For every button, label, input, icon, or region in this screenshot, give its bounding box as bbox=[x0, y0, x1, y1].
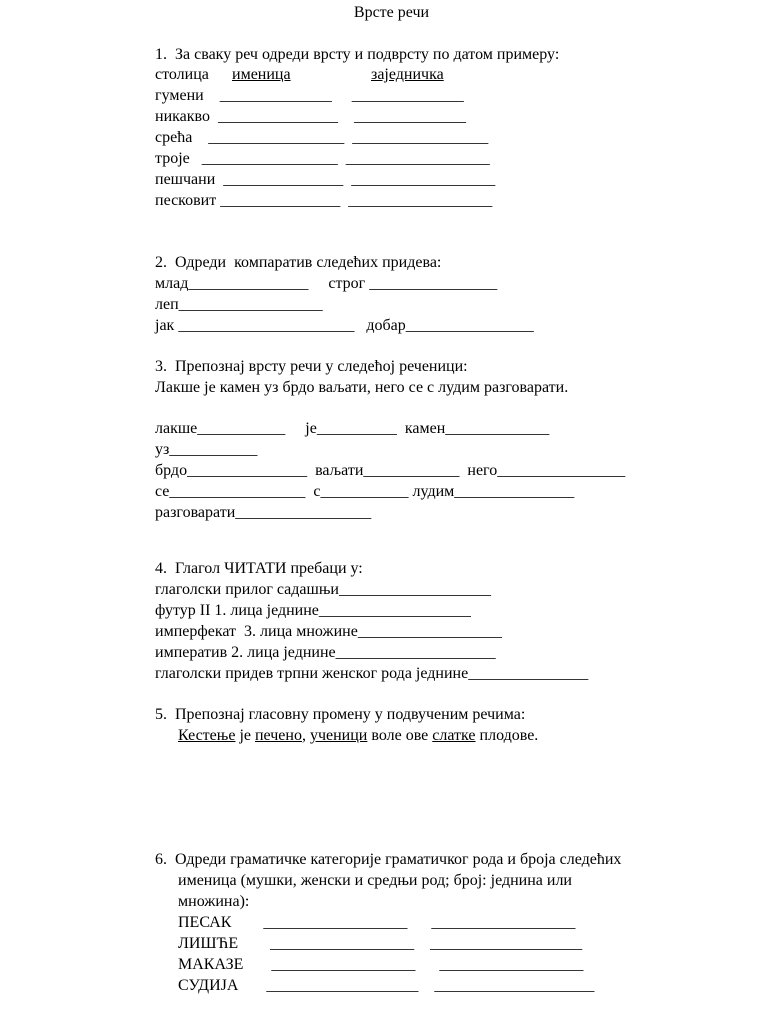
question-4-row: глаголски придев трпни женског рода једнине_______________ bbox=[155, 665, 589, 682]
question-1-row: пешчани _______________ __________________ bbox=[155, 171, 496, 188]
question-6-row: ПЕСАК __________________ __________________ bbox=[178, 914, 576, 931]
underlined-word: Кестење bbox=[178, 727, 236, 744]
question-3-heading: 3. Препознај врсту речи у следећој реченици: bbox=[155, 358, 468, 375]
underlined-word: слатке bbox=[432, 727, 476, 744]
question-6-row: МАКАЗЕ __________________ __________________ bbox=[178, 956, 584, 973]
question-2-heading: 2. Одреди компаратив следећих придева: bbox=[155, 254, 442, 271]
question-4-row: имперфекат 3. лица множине__________________ bbox=[155, 623, 502, 640]
question-1-row: троје _________________ __________________ bbox=[155, 150, 490, 167]
question-4-heading: 4. Глагол ЧИТАТИ пребаци у: bbox=[155, 560, 363, 577]
question-2-row: млад_______________ строг ________________ bbox=[155, 275, 498, 292]
question-1-row: никакво _______________ ______________ bbox=[155, 108, 466, 125]
question-5-heading: 5. Препознај гласовну промену у подвученим речима: bbox=[155, 706, 526, 723]
question-3-row: разговарати_________________ bbox=[155, 504, 372, 521]
question-2-row: леп__________________ bbox=[155, 296, 323, 313]
sentence-text: , bbox=[301, 727, 310, 744]
question-6-row: СУДИЈА ___________________ ____________________ bbox=[178, 977, 595, 994]
question-1-example-kind: именица bbox=[232, 66, 291, 83]
question-6-heading-line-2: именица (мушки, женски и средњи род; број: једнина или bbox=[178, 872, 572, 889]
question-1-example-word: столица bbox=[155, 66, 209, 83]
question-3-row: уз___________ bbox=[155, 441, 258, 458]
page-title: Врсте речи bbox=[353, 4, 430, 21]
question-1-row: песковит _______________ __________________ bbox=[155, 192, 493, 209]
question-1-row: срећа _________________ _________________ bbox=[155, 129, 489, 146]
question-5-sentence bbox=[178, 725, 538, 746]
question-2-row: јак ______________________ добар________________ bbox=[155, 317, 534, 334]
question-4-row: глаголски прилог садашњи___________________ bbox=[155, 581, 491, 598]
question-3-row: лакше___________ је__________ камен_____________ bbox=[155, 420, 550, 437]
question-1-heading: 1. За сваку реч одреди врсту и подврсту по датом примеру: bbox=[155, 46, 560, 63]
question-3-row: се_________________ с___________ лудим_______________ bbox=[155, 483, 575, 500]
question-3-row: брдо_______________ ваљати____________ него________________ bbox=[155, 462, 626, 479]
question-1-example-subkind: заједничка bbox=[371, 66, 444, 83]
underlined-word: печено bbox=[254, 727, 302, 744]
question-6-heading-line-3: множина): bbox=[178, 893, 250, 910]
question-6-heading: 6. Одреди граматичке категорије граматичког рода и броја следећих bbox=[155, 851, 622, 868]
question-1-row: гумени ______________ ______________ bbox=[155, 87, 464, 104]
question-4-row: футур II 1. лица једнине___________________ bbox=[155, 602, 471, 619]
sentence-text: плодове. bbox=[475, 727, 539, 744]
question-3-sentence: Лакше је камен уз брдо ваљати, него се с лудим разговарати. bbox=[155, 379, 569, 396]
question-4-row: императив 2. лица једнине____________________ bbox=[155, 644, 496, 661]
sentence-text: воле ове bbox=[367, 727, 433, 744]
sentence-text: је bbox=[235, 727, 255, 744]
underlined-word: ученици bbox=[309, 727, 368, 744]
question-6-row: ЛИШЋЕ __________________ ___________________ bbox=[178, 935, 583, 952]
